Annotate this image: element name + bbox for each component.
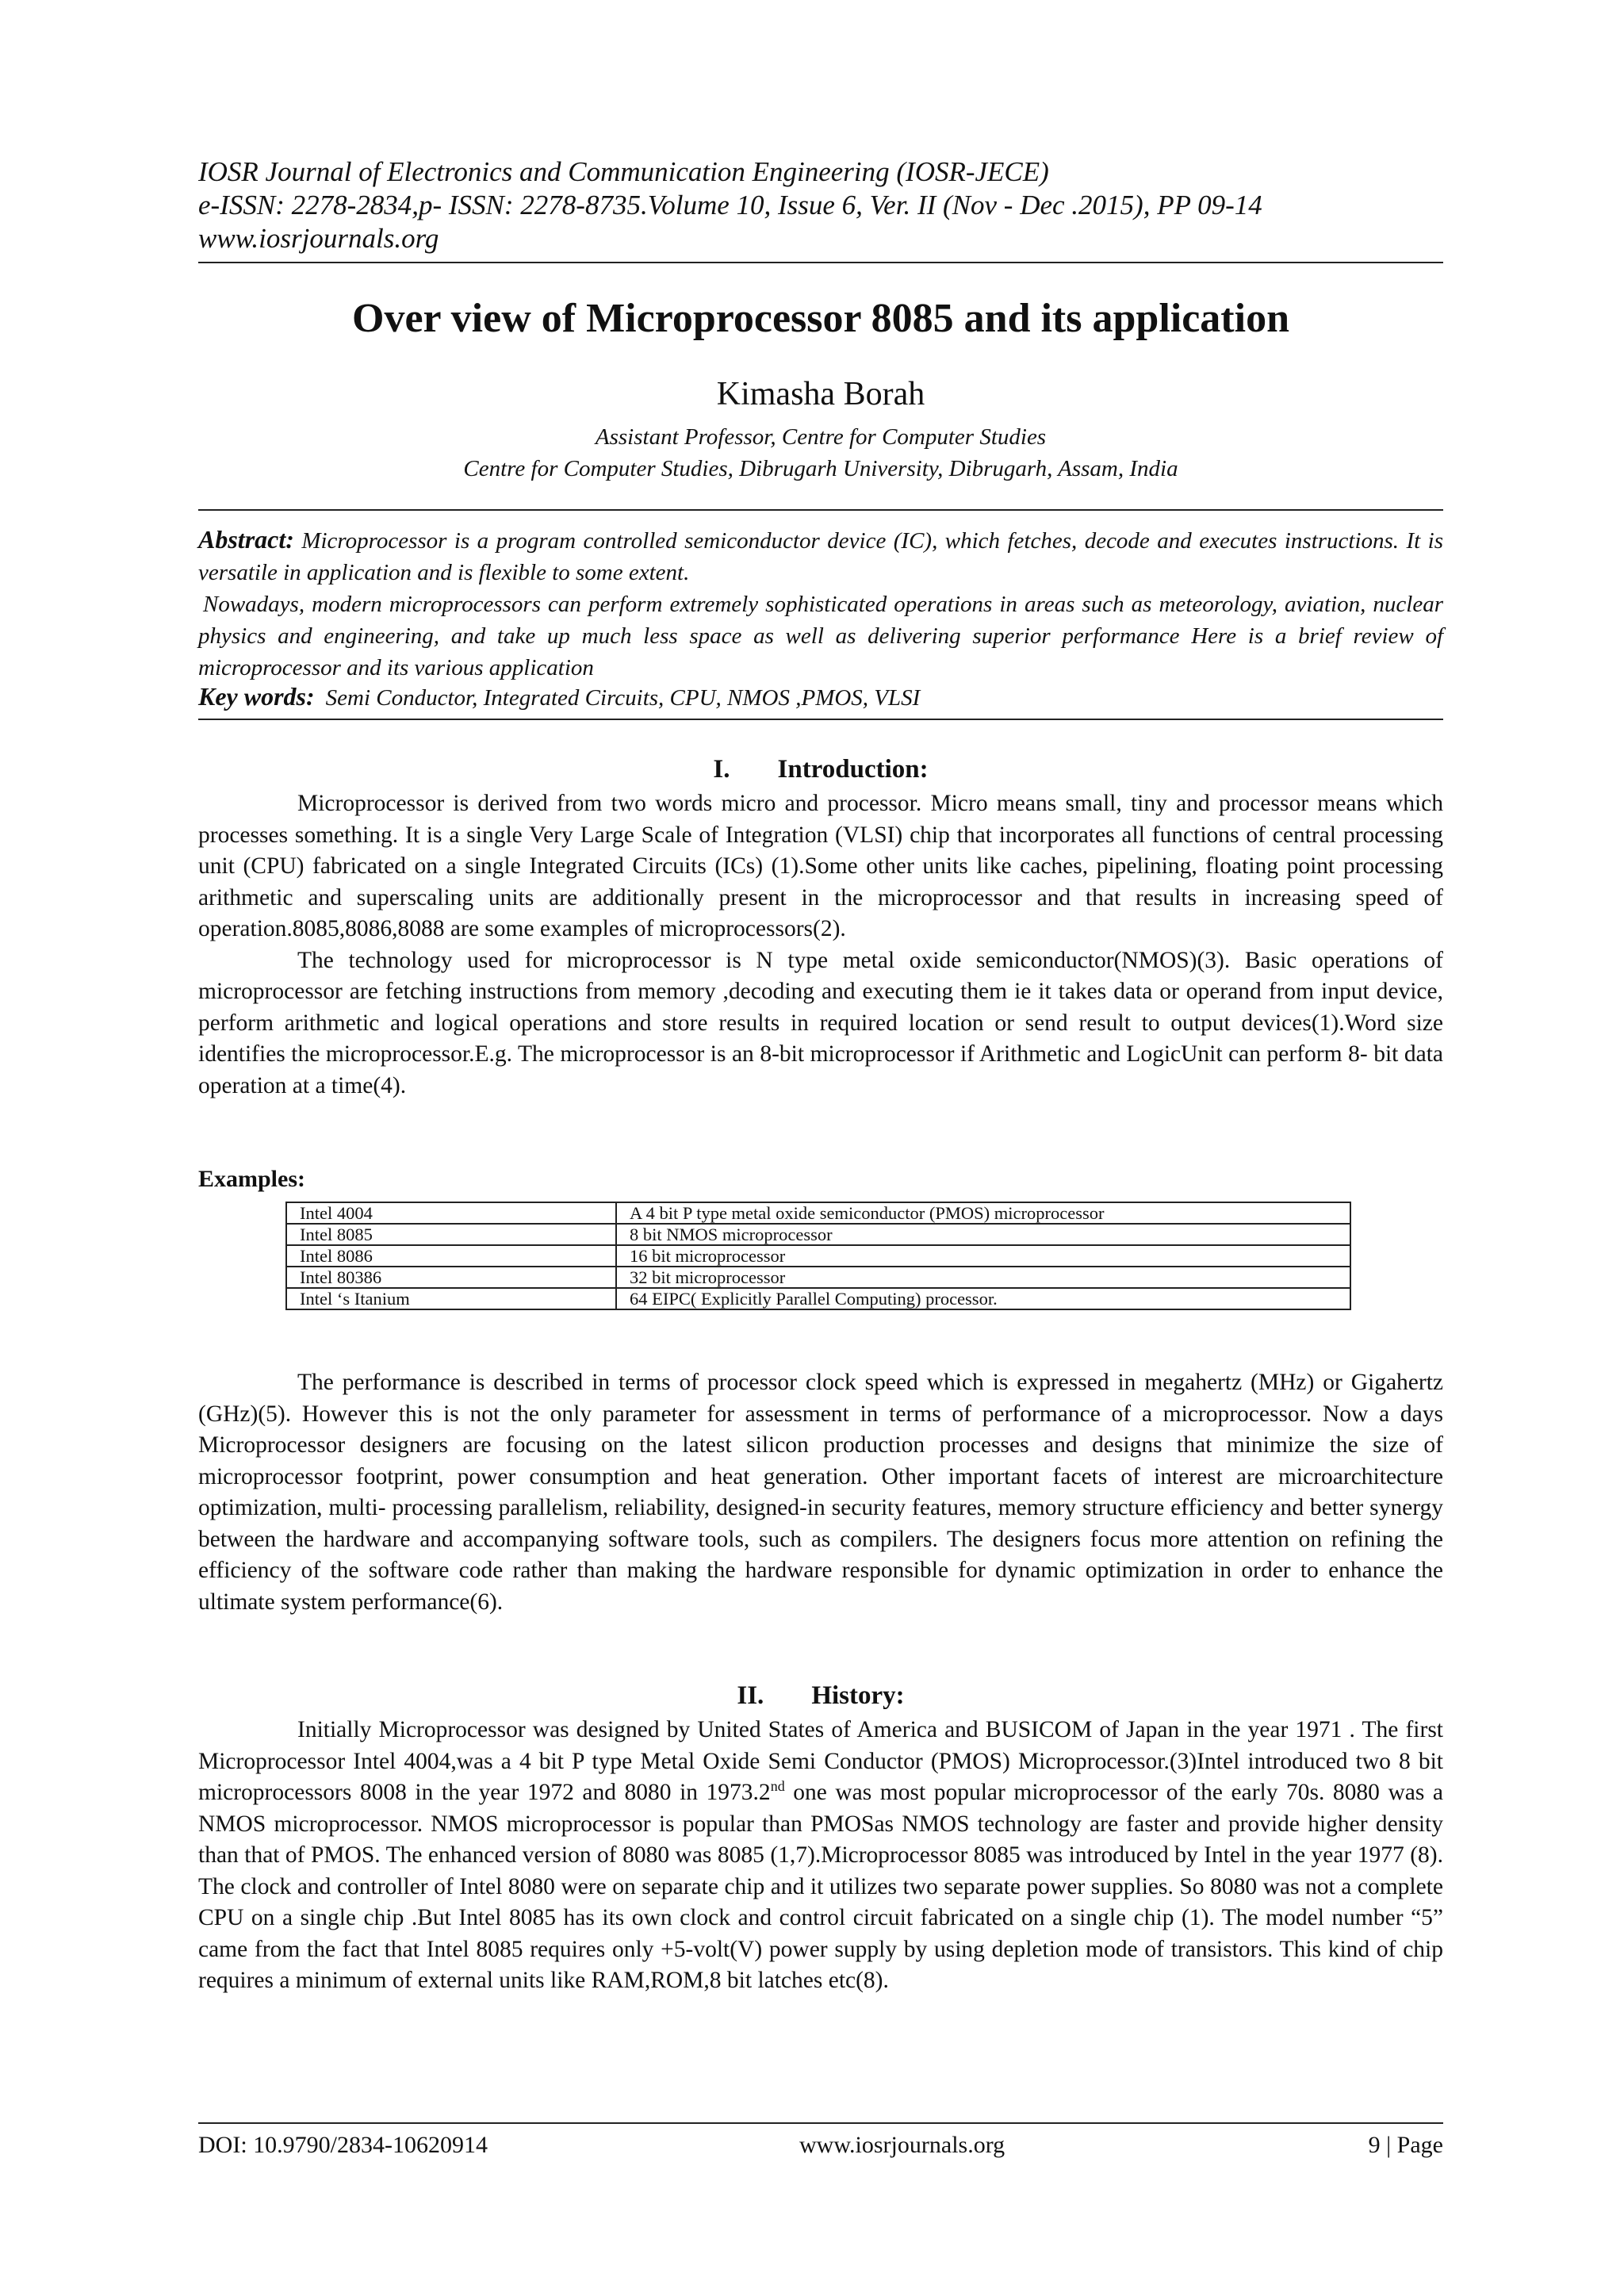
processor-name-cell: Intel 80386 [286,1267,616,1288]
history-text-part-2: one was most popular microprocessor of the early 70s. 8080 was a NMOS microprocessor. NMOS microprocessor is popular than PMOSas NMOS technology are faster and provide higher density than that of PMOS. The enhanced version of 8080 was 8085 (1,7).Microprocessor 8085 was introduced by Intel in the year 1977 (8). The clock and controller of Intel 8080 were on separate chip and it utilizes two separate power supplies. So 8080 was not a complete CPU on a single chip .But Intel 8085 has its own clock and control circuit fabricated on a single chip (1). The model number “5” came from the fact that Intel 8085 requires only +5-volt(V) power supply by using depletion mode of transistors. This kind of chip requires a minimum of external units like RAM,ROM,8 bit latches etc(8). [198,1780,1443,1993]
keywords-text: Semi Conductor, Integrated Circuits, CPU, NMOS ,PMOS, VLSI [325,685,921,711]
introduction-paragraph-1: Microprocessor is derived from two words micro and processor. Micro means small, tiny and processor means which processes something. It is a single Very Large Scale of Integration (VLSI) chip that incorporates all functions of central processing unit (CPU) fabricated on a single Integrated Circuits (ICs) (1).Some other units like caches, pipelining, floating point processing arithmetic and superscaling units are additionally present in the microprocessor and that results in increasing speed of operation.8085,8086,8088 are some examples of microprocessors(2). [198,791,1443,941]
author-name: Kimasha Borah [716,376,925,412]
abstract [198,523,1443,684]
table-row [286,1202,1350,1224]
processor-name-cell: Intel 8086 [286,1245,616,1267]
processor-description-cell: 16 bit microprocessor [616,1245,1350,1267]
history-text-part-1: Initially Microprocessor was designed by United States of America and BUSICOM of Japan in the year 1971 . The first Microprocessor Intel 4004,was a 4 bit P type Metal Oxide Semi Conductor (PMOS) Microprocessor.(3)Intel introduced two 8 bit microprocessors 8008 in the year 1972 and 8080 in 1973.2 [198,1717,1443,1805]
section-title: History: [811,1681,905,1710]
journal-header [198,155,1262,255]
section-title: Introduction: [777,755,929,784]
paper-title: Over view of Microprocessor 8085 and its application [352,296,1289,341]
header-divider [198,262,1443,263]
author-affiliation-1: Assistant Professor, Centre for Computer Studies [595,424,1047,450]
abstract-bottom-divider [198,719,1443,720]
examples-label: Examples: [198,1166,305,1192]
performance-paragraph: The performance is described in terms of processor clock speed which is expressed in megahertz (MHz) or Gigahertz (GHz)(5). However this is not the only parameter for assessment in terms of performance of a microprocessor. Now a days Microprocessor designers are focusing on the latest silicon production processes and designs that minimize the size of microprocessor footprint, power consumption and heat generation. Other important facets of interest are microarchitecture optimization, multi- processing parallelism, reliability, designed-in security features, memory structure efficiency and better synergy between the hardware and accompanying software tools, such as compilers. The designers focus more attention on refining the efficiency of the software code rather than making the hardware responsible for dynamic optimization in order to enhance the ultimate system performance(6). [198,1370,1443,1615]
performance-body [198,1367,1443,1618]
processor-name-cell: Intel 8085 [286,1224,616,1245]
introduction-paragraph-2: The technology used for microprocessor is N type metal oxide semiconductor(NMOS)(3). Basic operations of microprocessor are fetching instructions from memory ,decoding and executing them ie it takes data or operand from input device, perform arithmetic and logical operations and store results in required location or send result to output devices(1).Word size identifies the microprocessor.E.g. The microprocessor is an 8-bit microprocessor if Arithmetic and LogicUnit can perform 8- bit data operation at a time(4). [198,947,1443,1098]
section-number: II. [737,1681,764,1710]
journal-website: www.iosrjournals.org [198,223,439,254]
ordinal-superscript: nd [770,1778,785,1795]
abstract-text-1: Microprocessor is a program controlled semiconductor device (IC), which fetches, decode and executes instructions. It is versatile in application and is flexible to some extent. [198,528,1443,585]
section-heading-history [198,1681,1443,1711]
footer-website: www.iosrjournals.org [799,2132,1005,2158]
table-row [286,1245,1350,1267]
processor-description-cell: 32 bit microprocessor [616,1267,1350,1288]
table-row [286,1224,1350,1245]
processor-description-cell: 8 bit NMOS microprocessor [616,1224,1350,1245]
processor-name-cell: Intel ‘s Itanium [286,1288,616,1309]
section-number: I. [713,755,730,784]
history-body [198,1715,1443,1997]
keywords-label: Key words: [198,682,315,711]
footer-page-number: 9 | Page [1368,2132,1443,2158]
journal-issn: e-ISSN: 2278-2834,p- ISSN: 2278-8735.Volume 10, Issue 6, Ver. II (Nov - Dec .2015), PP 09-14 [198,190,1262,220]
footer-doi: DOI: 10.9790/2834-10620914 [198,2132,488,2158]
processor-name-cell: Intel 4004 [286,1202,616,1224]
table-row [286,1267,1350,1288]
author-affiliation-2: Centre for Computer Studies, Dibrugarh University, Dibrugarh, Assam, India [463,456,1178,481]
section-heading-introduction [198,755,1443,784]
examples-table [285,1202,1351,1310]
journal-name: IOSR Journal of Electronics and Communication Engineering (IOSR-JECE) [198,156,1049,187]
introduction-body [198,788,1443,1102]
abstract-top-divider [198,509,1443,511]
table-row [286,1288,1350,1309]
abstract-text-2: Nowadays, modern microprocessors can perform extremely sophisticated operations in areas such as meteorology, aviation, nuclear physics and engineering, and take up much less space as well as delivering superior performance Here is a brief review of microprocessor and its various application [198,592,1443,680]
history-paragraph [198,1715,1443,1997]
footer-divider [198,2122,1443,2124]
abstract-label: Abstract: [198,525,294,554]
processor-description-cell: A 4 bit P type metal oxide semiconductor (PMOS) microprocessor [616,1202,1350,1224]
processor-description-cell: 64 EIPC( Explicitly Parallel Computing) processor. [616,1288,1350,1309]
keywords [198,682,1443,711]
